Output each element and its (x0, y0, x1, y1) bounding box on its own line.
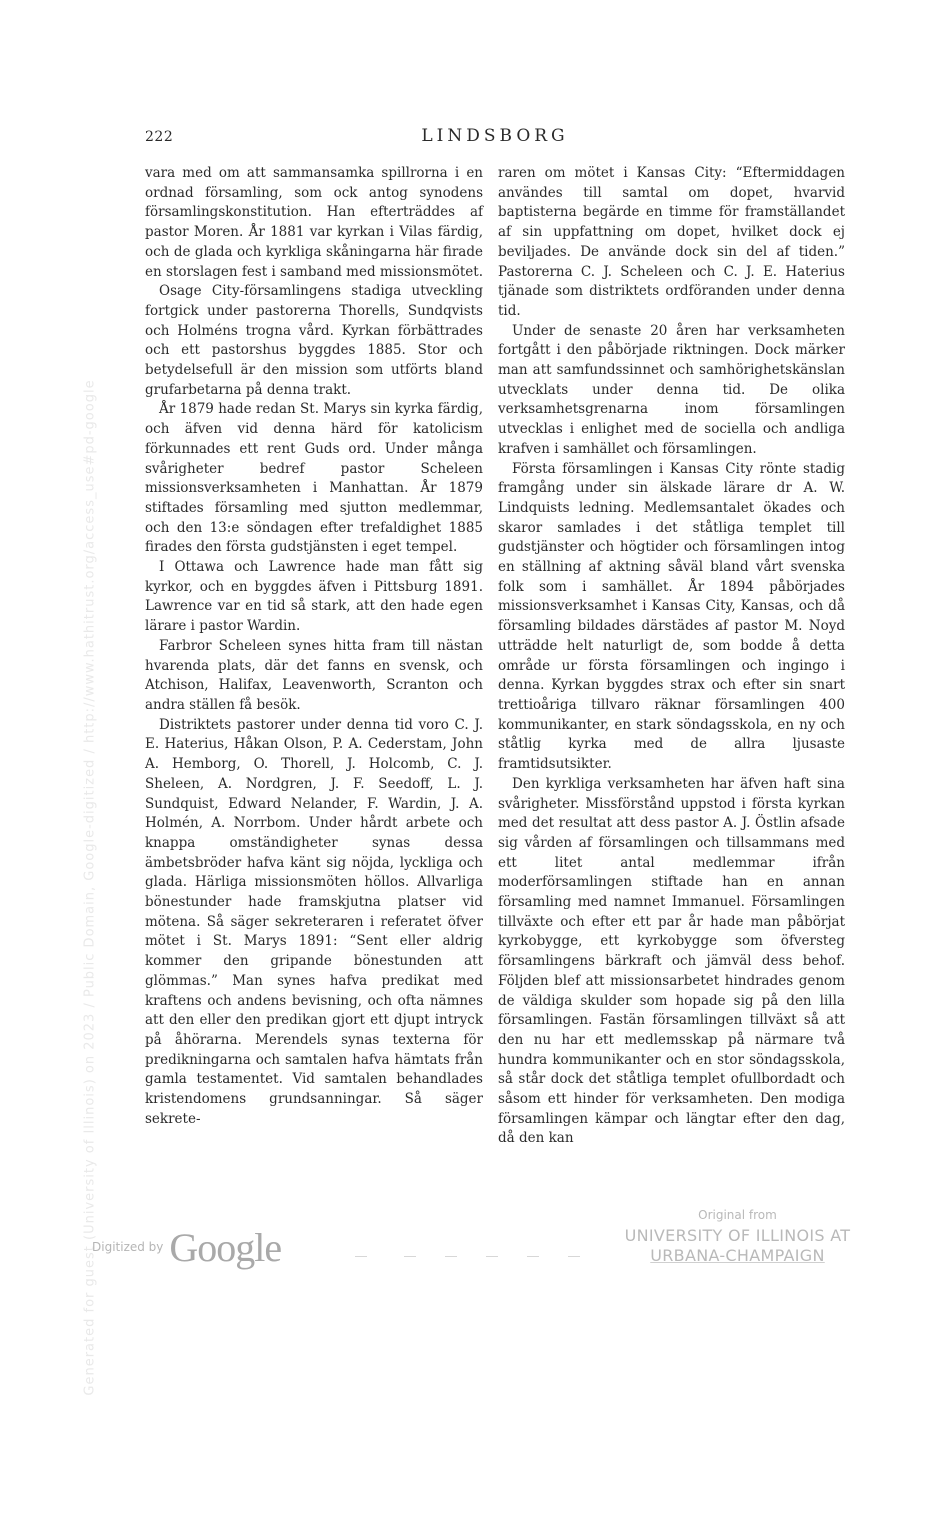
paragraph: raren om mötet i Kansas City: “Eftermiddagen användes till samtal om dopet, hvarvid baptisterna begärde en timme för framställandet af sin uppfattning om dopet, hvilket dock ej beviljades. De använde dock sin del af tiden.” Pastorerna C. J. Scheleen och C. J. E. Haterius tjänade som distriktets ordföranden under denna tid. (498, 165, 845, 319)
right-column (498, 164, 845, 1149)
paragraph: År 1879 hade redan St. Marys sin kyrka färdig, och äfven vid denna härd för katolicism förkunnades ett rent Guds ord. Under många svårigheter bedref pastor Scheleen missionsverksamheten i Manhattan. År 1879 stiftades församling med sjutton medlemmar, och den 13:e söndagen efter trefaldighet 1885 firades den första gudstjänsten i eget tempel. (145, 401, 483, 556)
footer-dash (404, 1256, 416, 1257)
institution-line-2: URBANA-CHAMPAIGN (650, 1246, 825, 1265)
paragraph: Första församlingen i Kansas City rönte stadig framgång under sin älskade lärare dr A. W. Lindquists ledning. Medlemsantalet ökades och skaror samlades i det ståtliga templet till gudstjänster och högtider och församlingen intog en ställning af aktning såväl bland vårt svenska folk som i samhället. År 1894 påbörjades missionsverksamhet i Kansas City, Kansas, och då församling bildades därstädes af pastor M. Noyd utträdde helt naturligt de, som bodde å detta område ur första församlingen och ingingo i denna. Kyrkan byggdes strax och efter sin snart trettioåriga tillvaro räknar församlingen 400 kommunikanter, en stark söndagsskola, en ny och ståtlig kyrka med de allra ljusaste framtidsutsikter. (498, 460, 845, 773)
digitized-by-mark (92, 1222, 281, 1272)
paragraph: Distriktets pastorer under denna tid voro C. J. E. Haterius, Håkan Olson, P. A. Cederstam, John A. Hemborg, O. Thorell, J. Holcomb, C. J. Sheleen, A. Nordgren, J. F. Seedoff, L. J. Sundquist, Edward Nelander, F. Wardin, J. A. Holmén, A. Norrbom. Under hårdt arbete och knappa omständigheter synas dessa ämbetsbröder hafva känt sig nöjda, lyckliga och glada. Härliga missionsmöten höllos. Allvarliga bönestunder hade framskjutna platser vid mötena. Så säger sekreteraren i referatet öfver mötet i St. Marys 1891: “Sent eller aldrig kommer den gripande bönestunden att glömmas.” Man synes hafva predikat med kraftens och andens bevisning, och ofta nämnes att den eller den predikan gjort ett djupt intryck på åhörarna. Merendels synas texterna för predikningarna och samtalen hafva hämtats från gamla testamentet. Vid samtalen behandlades kristendomens grundsanningar. Så säger sekrete- (145, 716, 483, 1127)
original-from-mark (600, 1208, 875, 1266)
footer-dash (355, 1256, 367, 1257)
digitized-label: Digitized by (92, 1240, 164, 1254)
paragraph: Under de senaste 20 åren har verksamheten fortgått i den påbörjade riktningen. Dock märker man att samfundssinnet och samhörighetskänslan utvecklats under denna tid. De olika verksamhetsgrenarna inom församlingen utvecklas i enlighet med de sociella och andliga krafven i samhället och församlingen. (498, 322, 845, 457)
google-logo: Google (169, 1224, 282, 1270)
paragraph: Osage City-församlingens stadiga utveckling fortgick under pastorerna Thorells, Sundqvists och Holméns trogna vård. Kyrkan förbättrades och ett pastorshus byggdes 1885. Stor och betydelsefull är den mission som utförts bland grufarbetarna på denna trakt. (145, 283, 483, 398)
footer-dash (527, 1256, 539, 1257)
left-column (145, 164, 483, 1129)
footer-dash (568, 1256, 580, 1257)
footer-dash (486, 1256, 498, 1257)
page-header (145, 126, 845, 150)
footer-dash (445, 1256, 457, 1257)
paragraph: Farbror Scheleen synes hitta fram till nästan hvarenda plats, där det fanns en svensk, och Atchison, Halifax, Leavenworth, Scranton och andra ställen få besök. (145, 637, 483, 713)
margin-stamp: Generated for guest (University of Illinois) on 2023 / Public Domain, Google-digitized / http://www.hathitrust.org/access_use#pd-google (82, 379, 98, 1396)
page-number: 222 (145, 129, 174, 145)
running-title: LINDSBORG (421, 126, 569, 146)
paragraph: I Ottawa och Lawrence hade man fått sig kyrkor, och en byggdes äfven i Pittsburg 1891. Lawrence var en tid så stark, att den hade egen lärare i pastor Wardin. (145, 559, 483, 635)
institution-name (600, 1226, 875, 1266)
original-from-label: Original from (698, 1208, 777, 1222)
paragraph: vara med om att sammansamka spillrorna i en ordnad församling, som ock antog synodens församlingskonstitution. Han efterträddes af pastor Moren. År 1881 var kyrkan i Vilas färdig, och de glada och kyrkliga skåningarna här firade en storslagen fest i samband med missionsmötet. (145, 165, 483, 280)
institution-line-1: UNIVERSITY OF ILLINOIS AT (624, 1226, 851, 1245)
paragraph: Den kyrkliga verksamheten har äfven haft sina svårigheter. Missförstånd uppstod i första kyrkan med det resultat att dess pastor A. J. Östlin afsade sig vården af församlingen och tillsammans med ett litet antal medlemmar ifrån moderförsamlingen stiftade han en annan församling med namnet Immanuel. Församlingen tillväxte och efter ett par år hade man påbörjat kyrkobygge, ett kyrkobygge som öfversteg församlingens bärkraft och jämväl dess behof. Följden blef att missionsarbetet hindrades genom de väldiga skulder som hopade sig på den lilla församlingen. Fastän församlingen tillväxt så att den nu har ett medlemsskap på närmare två hundra kommunikanter och en stor söndagsskola, så står dock det ståtliga templet ofullbordadt och såsom ett hinder för verksamheten. Den modiga församlingen kämpar och längtar efter den dag, då den kan (498, 775, 845, 1147)
